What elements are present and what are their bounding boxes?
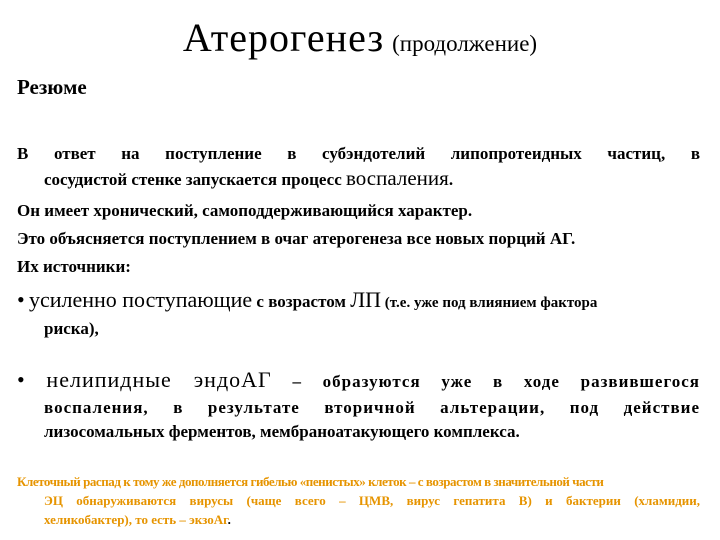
paragraph-explanation: Это объясняется поступлением в очаг атерогенеза все новых порций АГ. bbox=[17, 229, 576, 248]
note-line-2: ЭЦ обнаруживаются вирусы (чаще всего – ЦМВ, вирус гепатита В) и бактерии (хламидии, bbox=[44, 493, 700, 508]
paragraph-response bbox=[17, 142, 700, 192]
bullet1-note: (т.е. уже под влиянием фактора bbox=[381, 295, 598, 311]
slide-title-main: Атерогенез bbox=[182, 15, 385, 60]
slide-title-subtitle: (продолжение) bbox=[392, 31, 538, 56]
bullet-item-endo-ag-line-1 bbox=[17, 368, 700, 394]
bullet2-text: – образуются уже в ходе развившегося bbox=[271, 372, 700, 391]
paragraph-response-text: сосудистой стенке запускается процесс bbox=[44, 170, 347, 189]
section-heading-resume: Резюме bbox=[17, 75, 87, 99]
bullet1-emphasis-1: усиленно поступающие bbox=[28, 287, 253, 312]
emphasis-inflammation: воспаления bbox=[346, 166, 449, 190]
bullet-item-lipoproteins-line-1 bbox=[17, 288, 700, 315]
note-line-3-period: . bbox=[227, 512, 231, 527]
paragraph-sources: Их источники: bbox=[17, 257, 131, 276]
bullet-item-endo-ag-line-3: лизосомальных ферментов, мембраноатакующего комплекса. bbox=[44, 422, 520, 441]
bullet-marker: • bbox=[17, 287, 25, 312]
bullet-marker: • bbox=[17, 367, 26, 392]
slide-title bbox=[0, 14, 720, 61]
bullet2-emphasis: нелипидные эндоАГ bbox=[46, 367, 272, 392]
bullet-item-lipoproteins bbox=[17, 288, 700, 341]
note-line-3-text: хеликобактер), то есть – экзоАг bbox=[44, 512, 228, 527]
bullet1-emphasis-lp: ЛП bbox=[350, 287, 382, 312]
bullet-item-endo-ag bbox=[17, 368, 700, 444]
paragraph-response-line-1: В ответ на поступление в субэндотелий липопротеидных частиц, в bbox=[17, 144, 700, 163]
paragraph-response-line-2 bbox=[17, 166, 700, 192]
note-cell-breakdown bbox=[17, 472, 700, 529]
note-line-3 bbox=[17, 510, 700, 529]
paragraph-chronic: Он имеет хронический, самоподдерживающийся характер. bbox=[17, 201, 473, 220]
bullet-item-endo-ag-line-2: воспаления, в результате вторичной альтерации, под действие bbox=[44, 398, 700, 417]
note-line-1: Клеточный распад к тому же дополняется гибелью «пенистых» клеток – с возрастом в значительной части bbox=[17, 474, 604, 489]
bullet1-text: с возрастом bbox=[252, 292, 351, 311]
bullet-item-lipoproteins-line-2: риска), bbox=[44, 319, 99, 338]
paragraph-response-period: . bbox=[448, 170, 454, 189]
